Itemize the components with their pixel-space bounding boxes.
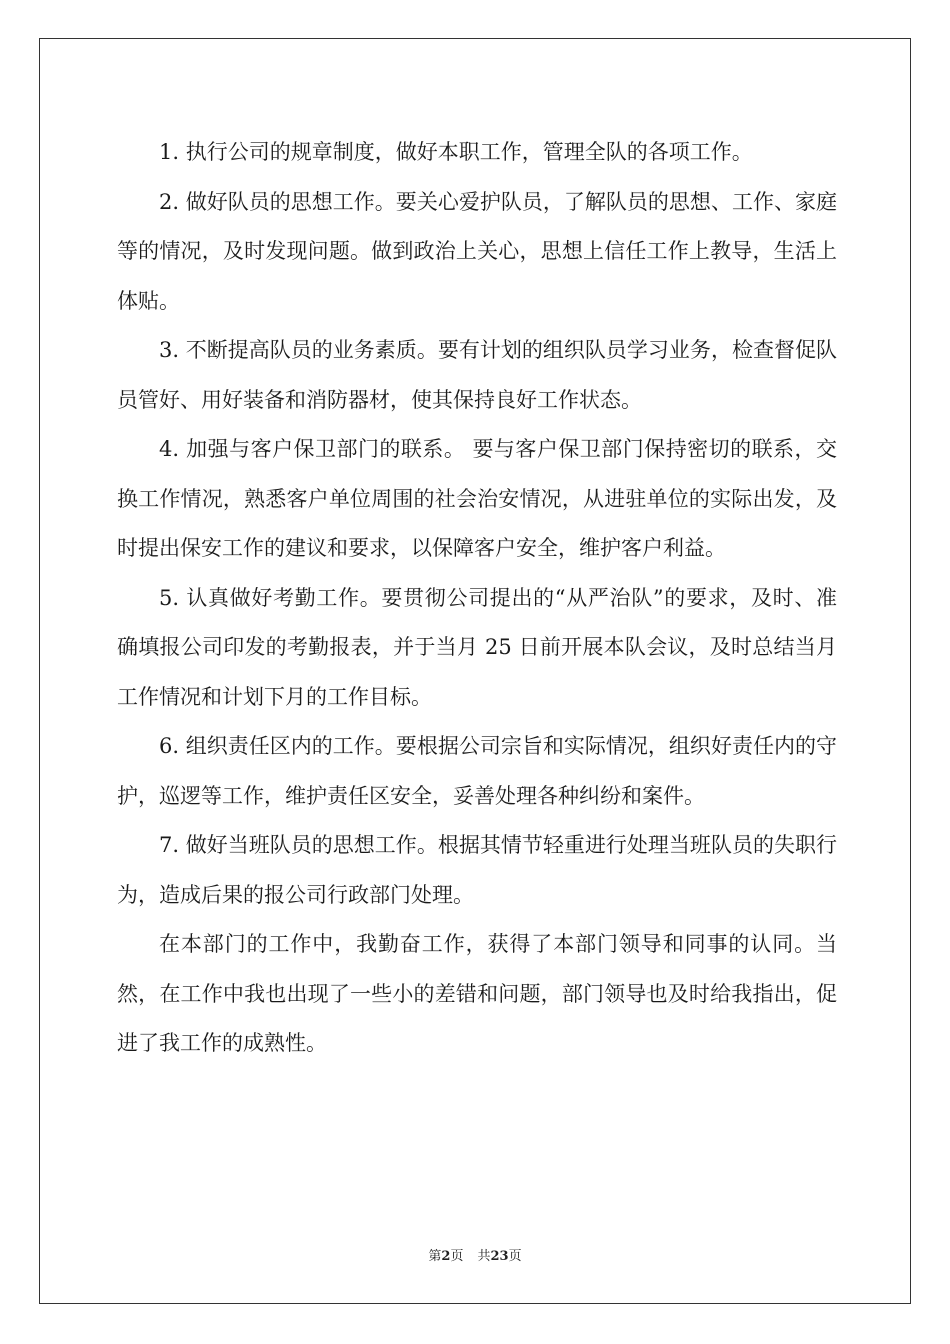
page-suffix: 页 (450, 1249, 464, 1264)
page-prefix: 第 (428, 1249, 442, 1264)
document-body (117, 128, 837, 1069)
total-pages: 23 (490, 1249, 509, 1264)
paragraph-2: 2. 做好队员的思想工作。要关心爱护队员，了解队员的思想、工作、家庭等的情况，及时发现问题。做到政治上关心，思想上信任工作上教导，生活上体贴。 (117, 189, 837, 313)
paragraph-4: 4. 加强与客户保卫部门的联系。 要与客户保卫部门保持密切的联系，交换工作情况，熟悉客户单位周围的社会治安情况，从进驻单位的实际出发，及时提出保安工作的建议和要求，以保障客户安全，维护客户利益。 (117, 437, 837, 560)
paragraph-7: 7. 做好当班队员的思想工作。根据其情节轻重进行处理当班队员的失职行为，造成后果的报公司行政部门处理。 (117, 833, 837, 907)
total-suffix: 页 (508, 1249, 522, 1264)
paragraph-8: 在本部门的工作中，我勤奋工作，获得了本部门领导和同事的认同。当然，在工作中我也出现了一些小的差错和问题，部门领导也及时给我指出，促进了我工作的成熟性。 (117, 932, 837, 1055)
paragraph-5: 5. 认真做好考勤工作。要贯彻公司提出的“从严治队”的要求，及时、准确填报公司印发的考勤报表，并于当月 25 日前开展本队会议，及时总结当月工作情况和计划下月的工作目标。 (117, 585, 837, 709)
paragraph-6: 6. 组织责任区内的工作。要根据公司宗旨和实际情况，组织好责任内的守护，巡逻等工作，维护责任区安全，妥善处理各种纠纷和案件。 (117, 734, 837, 808)
paragraph-3: 3. 不断提高队员的业务素质。要有计划的组织队员学习业务，检查督促队员管好、用好装备和消防器材，使其保持良好工作状态。 (117, 338, 837, 412)
total-prefix: 共 (477, 1249, 491, 1264)
page-number: 2 (441, 1249, 451, 1264)
paragraph-1: 1. 执行公司的规章制度，做好本职工作，管理全队的各项工作。 (159, 140, 753, 164)
page-footer (0, 1245, 950, 1264)
